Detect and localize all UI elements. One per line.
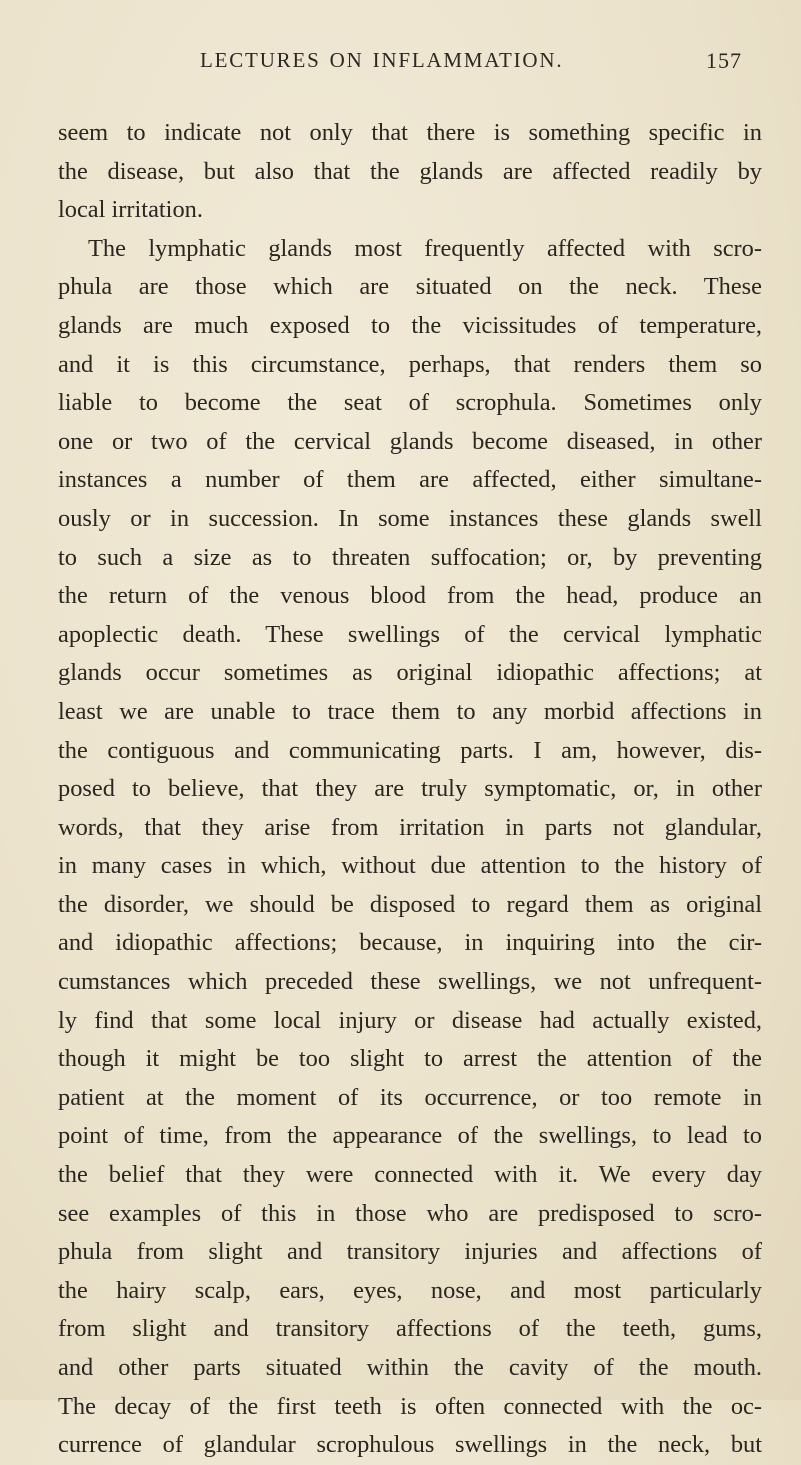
text-line: glands are much exposed to the vicissitudes of temperature, [58,311,762,339]
text-line: to such a size as to threaten suffocation; or, by preventing [58,543,762,571]
text-line: glands occur sometimes as original idiopathic affections; at [58,659,762,687]
text-line: phula are those which are situated on the neck. These [58,273,762,301]
text-line: words, that they arise from irritation in parts not glandular, [58,813,762,841]
text-line: apoplectic death. These swellings of the cervical lymphatic [58,620,762,648]
text-line: the hairy scalp, ears, eyes, nose, and most particularly [58,1276,762,1304]
text-line: the disorder, we should be disposed to regard them as original [58,890,762,918]
running-title: LECTURES ON INFLAMMATION. [200,48,564,72]
text-line: liable to become the seat of scrophula. Sometimes only [58,389,762,417]
text-line: one or two of the cervical glands become diseased, in other [58,427,762,455]
text-line: The lymphatic glands most frequently affected with scro- [88,234,762,262]
text-line: from slight and transitory affections of the teeth, gums, [58,1315,762,1343]
text-line: instances a number of them are affected, either simultane- [58,466,762,494]
text-line: least we are unable to trace them to any morbid affections in [58,697,762,725]
text-line: ly find that some local injury or disease had actually existed, [58,1006,762,1034]
text-line: point of time, from the appearance of the swellings, to lead to [58,1122,762,1150]
text-line: the return of the venous blood from the head, produce an [58,582,762,610]
text-line: the contiguous and communicating parts. I am, however, dis- [58,736,762,764]
text-line: patient at the moment of its occurrence, or too remote in [58,1083,762,1111]
text-line: phula from slight and transitory injuries and affections of [58,1238,762,1266]
text-line: and idiopathic affections; because, in inquiring into the cir- [58,929,762,957]
text-line: the belief that they were connected with it. We every day [58,1161,762,1189]
text-line: The decay of the first teeth is often connected with the oc- [58,1392,762,1420]
text-line: see examples of this in those who are predisposed to scro- [58,1199,762,1227]
text-line: and other parts situated within the cavity of the mouth. [58,1354,762,1381]
body-text [58,114,762,1465]
text-line: currence of glandular scrophulous swellings in the neck, but [58,1431,762,1459]
text-line: cumstances which preceded these swellings, we not unfrequent- [58,968,762,996]
text-line: seem to indicate not only that there is something specific in [58,119,762,146]
running-head [60,48,760,84]
text-line: the disease, but also that the glands are affected readily by [58,157,762,185]
text-line: ously or in succession. In some instances these glands swell [58,504,762,532]
text-line: in many cases in which, without due attention to the history of [58,852,762,880]
text-line: though it might be too slight to arrest the attention of the [58,1045,762,1073]
text-line: local irritation. [58,196,203,224]
text-line: and it is this circumstance, perhaps, that renders them so [58,350,762,378]
text-line: posed to believe, that they are truly symptomatic, or, in other [58,775,762,803]
page-number: 157 [706,48,742,73]
